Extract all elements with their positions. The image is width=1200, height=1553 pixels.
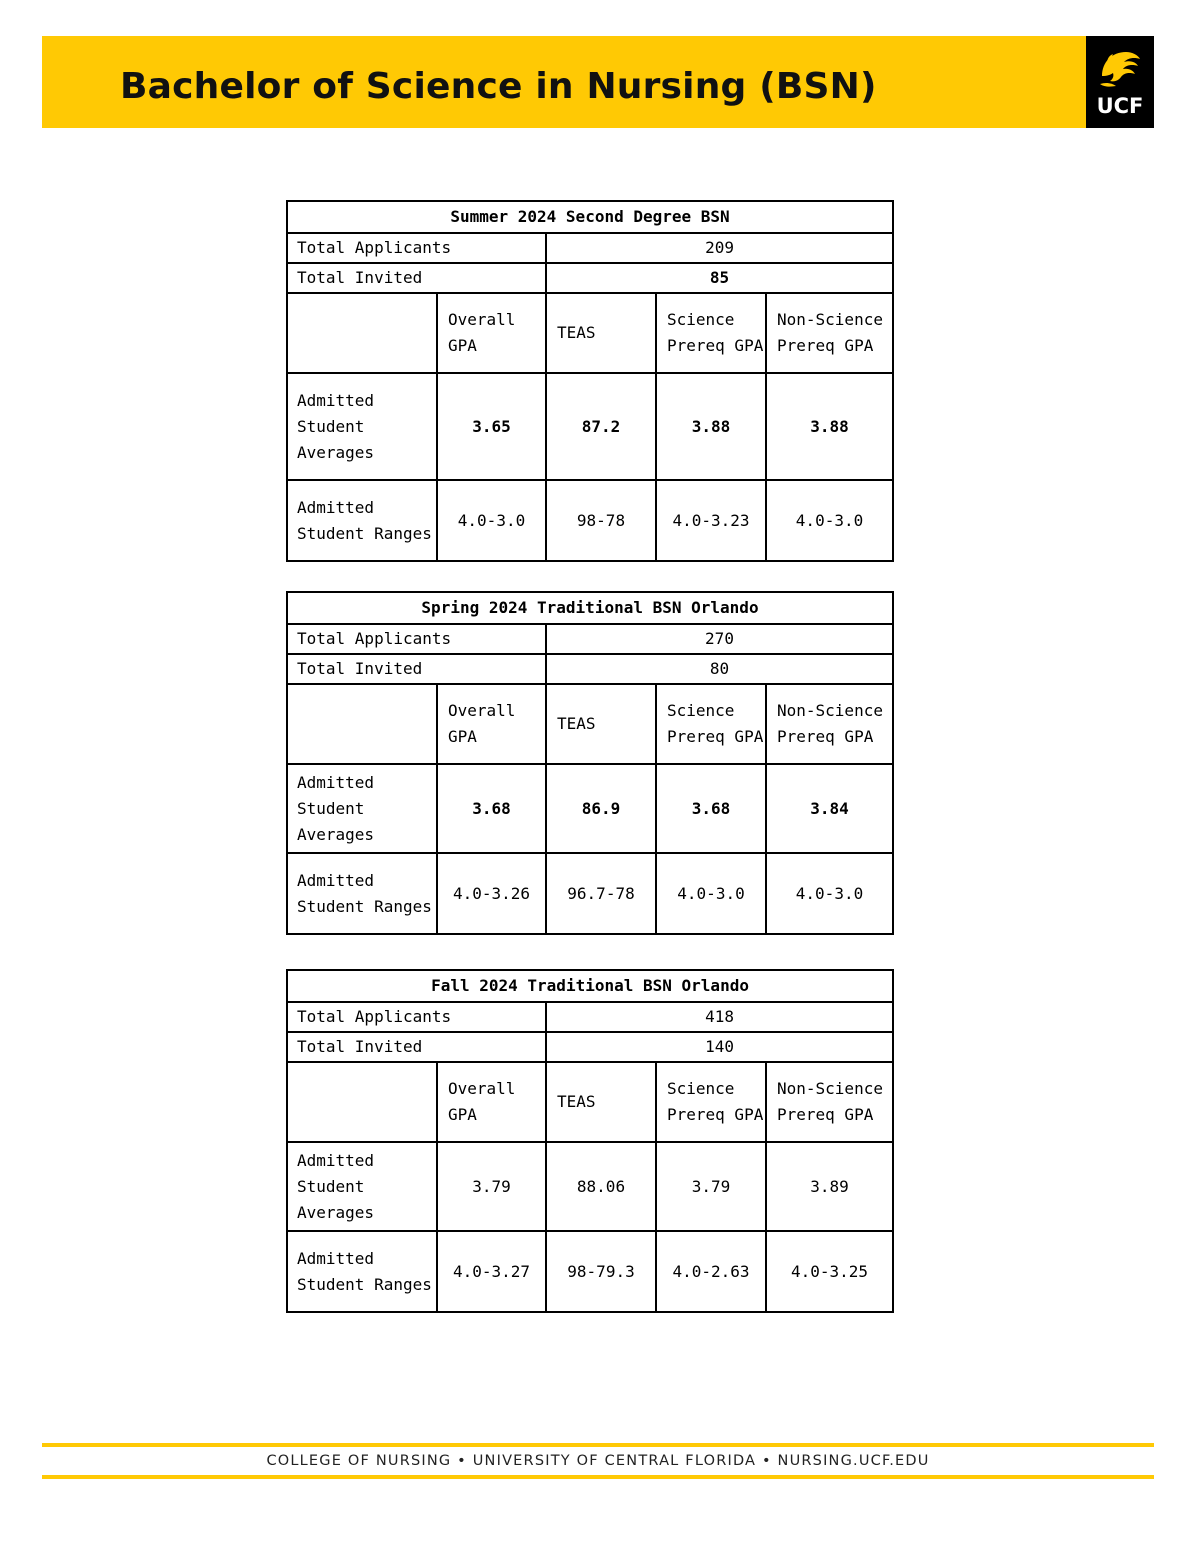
- table-title: Summer 2024 Second Degree BSN: [287, 201, 893, 233]
- column-header-teas: TEAS: [546, 1062, 656, 1142]
- row-label-averages: Admitted Student Averages: [287, 1142, 437, 1231]
- admission-table-fall-2024: [286, 969, 894, 1313]
- range-overall-gpa: 4.0-3.0: [437, 480, 546, 561]
- range-science-prereq-gpa: 4.0-3.23: [656, 480, 766, 561]
- column-header-non-science-prereq-gpa: Non-Science Prereq GPA: [766, 293, 893, 373]
- total-applicants-label: Total Applicants: [287, 624, 546, 654]
- empty-header-cell: [287, 1062, 437, 1142]
- range-science-prereq-gpa: 4.0-3.0: [656, 853, 766, 934]
- total-applicants-value: 209: [546, 233, 893, 263]
- admission-table-summer-2024: [286, 200, 894, 562]
- logo-text: UCF: [1096, 94, 1144, 118]
- footer-divider-bottom: [42, 1475, 1154, 1479]
- average-overall-gpa: 3.68: [437, 764, 546, 853]
- total-applicants-label: Total Applicants: [287, 233, 546, 263]
- range-teas: 96.7-78: [546, 853, 656, 934]
- row-label-ranges: Admitted Student Ranges: [287, 1231, 437, 1312]
- row-label-averages: Admitted Student Averages: [287, 373, 437, 480]
- average-non-science-prereq-gpa: 3.89: [766, 1142, 893, 1231]
- pegasus-icon: [1096, 46, 1144, 90]
- total-applicants-value: 270: [546, 624, 893, 654]
- row-label-ranges: Admitted Student Ranges: [287, 853, 437, 934]
- row-label-ranges: Admitted Student Ranges: [287, 480, 437, 561]
- row-label-averages: Admitted Student Averages: [287, 764, 437, 853]
- average-science-prereq-gpa: 3.79: [656, 1142, 766, 1231]
- column-header-overall-gpa: Overall GPA: [437, 684, 546, 764]
- column-header-non-science-prereq-gpa: Non-Science Prereq GPA: [766, 684, 893, 764]
- page-title: Bachelor of Science in Nursing (BSN): [120, 66, 877, 107]
- column-header-teas: TEAS: [546, 684, 656, 764]
- column-header-overall-gpa: Overall GPA: [437, 293, 546, 373]
- total-applicants-label: Total Applicants: [287, 1002, 546, 1032]
- average-teas: 87.2: [546, 373, 656, 480]
- column-header-non-science-prereq-gpa: Non-Science Prereq GPA: [766, 1062, 893, 1142]
- range-science-prereq-gpa: 4.0-2.63: [656, 1231, 766, 1312]
- average-non-science-prereq-gpa: 3.88: [766, 373, 893, 480]
- range-overall-gpa: 4.0-3.27: [437, 1231, 546, 1312]
- column-header-science-prereq-gpa: Science Prereq GPA: [656, 684, 766, 764]
- average-overall-gpa: 3.65: [437, 373, 546, 480]
- total-invited-value: 80: [546, 654, 893, 684]
- admission-table-spring-2024: [286, 591, 894, 935]
- table-title: Fall 2024 Traditional BSN Orlando: [287, 970, 893, 1002]
- range-teas: 98-78: [546, 480, 656, 561]
- column-header-science-prereq-gpa: Science Prereq GPA: [656, 293, 766, 373]
- empty-header-cell: [287, 293, 437, 373]
- total-invited-label: Total Invited: [287, 263, 546, 293]
- header-banner: [42, 36, 1086, 128]
- average-teas: 88.06: [546, 1142, 656, 1231]
- column-header-science-prereq-gpa: Science Prereq GPA: [656, 1062, 766, 1142]
- column-header-overall-gpa: Overall GPA: [437, 1062, 546, 1142]
- total-invited-value: 85: [546, 263, 893, 293]
- average-science-prereq-gpa: 3.88: [656, 373, 766, 480]
- range-non-science-prereq-gpa: 4.0-3.0: [766, 480, 893, 561]
- table-title: Spring 2024 Traditional BSN Orlando: [287, 592, 893, 624]
- average-overall-gpa: 3.79: [437, 1142, 546, 1231]
- range-non-science-prereq-gpa: 4.0-3.25: [766, 1231, 893, 1312]
- range-teas: 98-79.3: [546, 1231, 656, 1312]
- range-overall-gpa: 4.0-3.26: [437, 853, 546, 934]
- total-applicants-value: 418: [546, 1002, 893, 1032]
- empty-header-cell: [287, 684, 437, 764]
- footer-divider-top: [42, 1443, 1154, 1447]
- footer-text: COLLEGE OF NURSING • UNIVERSITY OF CENTRAL FLORIDA • NURSING.UCF.EDU: [266, 1453, 930, 1469]
- total-invited-label: Total Invited: [287, 654, 546, 684]
- average-non-science-prereq-gpa: 3.84: [766, 764, 893, 853]
- average-science-prereq-gpa: 3.68: [656, 764, 766, 853]
- total-invited-value: 140: [546, 1032, 893, 1062]
- average-teas: 86.9: [546, 764, 656, 853]
- total-invited-label: Total Invited: [287, 1032, 546, 1062]
- ucf-logo: [1086, 36, 1154, 128]
- column-header-teas: TEAS: [546, 293, 656, 373]
- range-non-science-prereq-gpa: 4.0-3.0: [766, 853, 893, 934]
